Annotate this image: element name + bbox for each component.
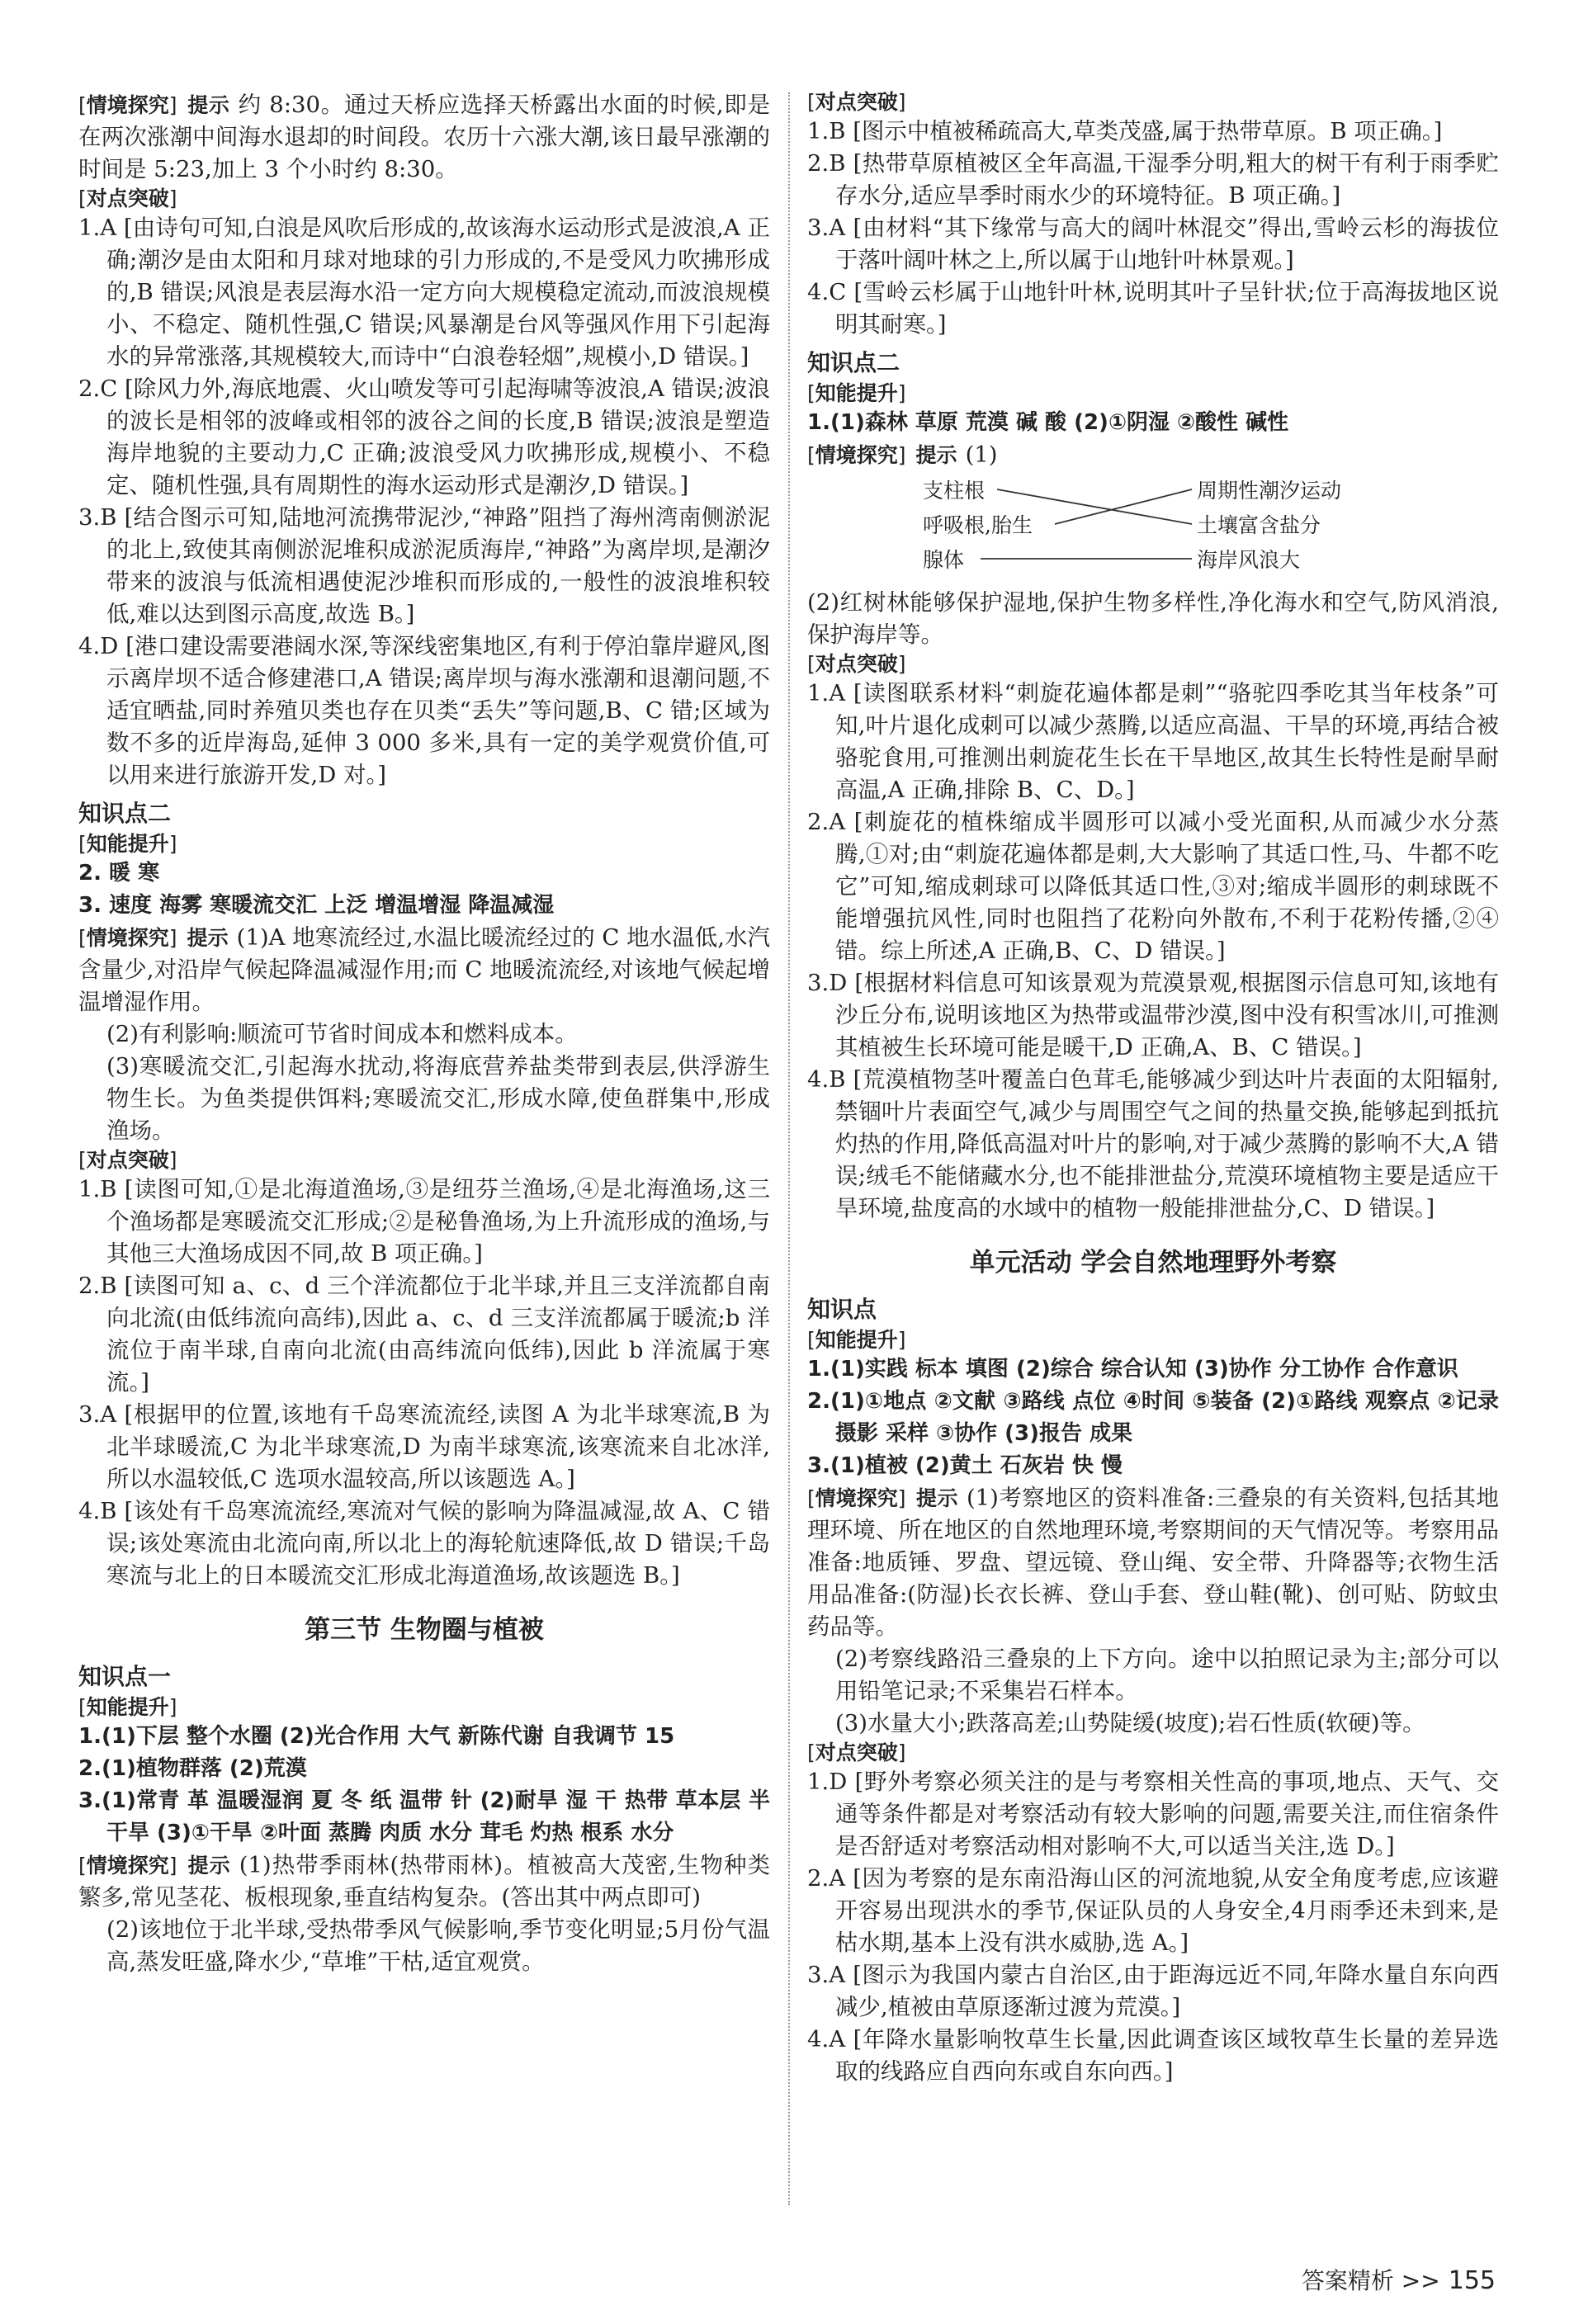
answer-item: 3.A [根据甲的位置,该地有千岛寒流流经,读图 A 为北半球寒流,B 为北半球暖流,C 为北半球寒流,D 为南半球寒流,该寒流来自北冰洋,所以水温较低,C 选项水温较高,所以该题选 A。] — [78, 1401, 770, 1492]
tag-ability: [ 知能提升 ] — [807, 1327, 906, 1353]
tag-practice: [ 对点突破 ] — [807, 89, 906, 116]
match-right-item: 周期性潮汐运动 — [1197, 479, 1342, 503]
match-right-item: 海岸风浪大 — [1197, 548, 1301, 572]
intro-text: 约 8:30。通过天桥应选择天桥露出水面的时候,即是在两次涨潮中间海水退却的时间段。农历十六涨大潮,该日最早涨潮的时间是 5:23,加上 3 个小时约 8:30。 — [78, 92, 770, 182]
explore-text: (2)有利影响:顺流可节省时间成本和燃料成本。 — [106, 1021, 578, 1047]
knowledge-point-heading: 知识点 — [807, 1296, 877, 1323]
explore-paragraph — [78, 1849, 770, 1914]
intro-paragraph — [78, 89, 770, 186]
match-line — [997, 489, 1192, 524]
explore-paragraph — [78, 922, 770, 1018]
explore-text: (1)热带季雨林(热带雨林)。植被高大茂密,生物种类繁多,常见茎花、板根现象,垂直结构复杂。(答出其中两点即可) — [78, 1852, 770, 1911]
tag-scenario-explore: [ 情境探究 ] — [78, 925, 177, 952]
footer-label: 答案精析 >> — [1301, 2267, 1440, 2294]
fill-answer-line: 1.(1)森林 草原 荒漠 碱 酸 (2)①阴湿 ②酸性 碱性 — [807, 410, 1289, 435]
answer-item: 3.A [图示为我国内蒙古自治区,由于距海远近不同,年降水量自东向西减少,植被由草原逐渐过渡为荒漠。] — [807, 1962, 1499, 2020]
answer-item: 2.C [除风力外,海底地震、火山喷发等可引起海啸等波浪,A 错误;波浪的波长是相邻的波峰或相邻的波谷之间的长度,B 错误;波浪是塑造海岸地貌的主要动力,C 正确;波浪受风力吹拂形成,规模小、不稳定、随机性强,具有周期性的海水运动形式是潮汐,D 错误。] — [78, 376, 770, 498]
match-left-item: 支柱根 — [923, 479, 986, 503]
answer-item: 1.B [读图可知,①是北海道渔场,③是纽芬兰渔场,④是北海渔场,这三个渔场都是寒暖流交汇形成;②是秘鲁渔场,为上升流形成的渔场,与其他三大渔场成因不同,故 B 项正确。] — [78, 1176, 770, 1267]
answer-item: 1.A [读图联系材料“刺旋花遍体都是刺”“骆驼四季吃其当年枝条”可知,叶片退化成刺可以减少蒸腾,以适应高温、干旱的环境,再结合被骆驼食用,可推测出刺旋花生长在干旱地区,故其生长特性是耐旱耐高温,A 正确,排除 B、C、D。] — [807, 680, 1499, 803]
answer-item: 1.D [野外考察必须关注的是与考察相关性高的事项,地点、天气、交通等条件都是对考察活动有较大影响的问题,需要关注,而住宿条件是否舒适对考察活动相对影响不大,可以适当关注,选 D。] — [807, 1769, 1499, 1859]
answer-item: 4.A [年降水量影响牧草生长量,因此调查该区域牧草生长量的差异选取的线路应自西向东或自东向西。] — [807, 2026, 1499, 2085]
explore-text: (1)A 地寒流经过,水温比暖流经过的 C 地水温低,水汽含量少,对沿岸气候起降温减湿作用;而 C 地暖流流经,对该地气候起增温增湿作用。 — [78, 924, 770, 1015]
hint-label: 提示 — [187, 93, 230, 117]
page-number: 155 — [1448, 2266, 1496, 2295]
answer-item: 3.A [由材料“其下缘常与高大的阔叶林混交”得出,雪岭云杉的海拔位于落叶阔叶林之上,所以属于山地针叶林景观。] — [807, 215, 1499, 273]
answer-item: 4.B [荒漠植物茎叶覆盖白色茸毛,能够减少到达叶片表面的太阳辐射,禁锢叶片表面空气,减少与周围空气之间的热量交换,能够起到抵抗灼热的作用,降低高温对叶片的影响,对于减少蒸腾的影响不大,A 错误;绒毛不能储藏水分,也不能排泄盐分,荒漠环境植物主要是适应干旱环境,盐度高的水域中的植物一般能排泄盐分,C、D 错误。] — [807, 1066, 1499, 1221]
explore-text: (2)红树林能够保护湿地,保护生物多样性,净化海水和空气,防风消浪,保护海岸等。 — [807, 589, 1499, 648]
knowledge-point-heading: 知识点二 — [78, 800, 172, 827]
column-divider — [788, 92, 790, 2205]
explore-text: (2)考察线路沿三叠泉的上下方向。途中以拍照记录为主;部分可以用铅笔记录;不采集岩石样本。 — [835, 1646, 1499, 1704]
answer-item: 1.B [图示中植被稀疏高大,草类茂盛,属于热带草原。B 项正确。] — [807, 118, 1443, 144]
match-left-item: 腺体 — [923, 548, 965, 572]
tag-practice: [ 对点突破 ] — [807, 1740, 906, 1766]
tag-scenario-explore: [ 情境探究 ] — [78, 92, 177, 119]
tag-practice: [ 对点突破 ] — [78, 1147, 177, 1174]
fill-answer-line: 2.(1)植物群落 (2)荒漠 — [78, 1756, 307, 1781]
tag-scenario-explore: [ 情境探究 ] — [807, 1486, 906, 1512]
tag-ability: [ 知能提升 ] — [807, 380, 906, 407]
right-column — [807, 89, 1499, 2088]
explore-paragraph — [807, 439, 1499, 471]
fill-answer-line: 3. 速度 海雾 寒暖流交汇 上泛 增温增湿 降温减湿 — [78, 893, 555, 918]
tag-ability: [ 知能提升 ] — [78, 1694, 177, 1721]
fill-answer-line: 1.(1)下层 整个水圈 (2)光合作用 大气 新陈代谢 自我调节 15 — [78, 1724, 675, 1749]
section-title: 第三节 生物圈与植被 — [305, 1615, 544, 1645]
answer-item: 4.D [港口建设需要港阔水深,等深线密集地区,有利于停泊靠岸避风,图示离岸坝不适合修建港口,A 错误;离岸坝与海水涨潮和退潮问题,不适宜晒盐,同时养殖贝类也存在贝类“丢失”等问题,B、C 错;区域为数不多的近岸海岛,延伸 3 000 多米,具有一定的美学观赏价值,可以用来进行旅游开发,D 对。] — [78, 633, 770, 788]
fill-answer-line: 3.(1)常青 革 温暖湿润 夏 冬 纸 温带 针 (2)耐旱 湿 干 热带 草本层 半干旱 (3)①干旱 ②叶面 蒸腾 肉质 水分 茸毛 灼热 根系 水分 — [78, 1788, 770, 1845]
tag-ability: [ 知能提升 ] — [78, 831, 177, 857]
tag-scenario-explore: [ 情境探究 ] — [78, 1853, 177, 1879]
fill-answer-line: 2.(1)①地点 ②文献 ③路线 点位 ④时间 ⑤装备 (2)①路线 观察点 ②记录 摄影 采样 ③协作 (3)报告 成果 — [807, 1389, 1499, 1446]
answer-item: 2.A [刺旋花的植株缩成半圆形可以减小受光面积,从而减少水分蒸腾,①对;由“刺旋花遍体都是刺,大大影响了其适口性,马、牛都不吃它”可知,缩成刺球可以降低其适口性,③对;缩成半圆形的刺球既不能增强抗风性,同时也阻挡了花粉向外散布,不利于花粉传播,②④错。综上所述,A 正确,B、C、D 错误。] — [807, 809, 1499, 964]
page-footer — [1302, 2263, 1496, 2296]
matching-diagram — [807, 475, 1499, 582]
fill-answer-line: 1.(1)实践 标本 填图 (2)综合 综合认知 (3)协作 分工协作 合作意识 — [807, 1357, 1458, 1382]
answer-item: 4.B [该处有千岛寒流流经,寒流对气候的影响为降温减湿,故 A、C 错误;该处寒流由北流向南,所以北上的海轮航速降低,故 D 错误;千岛寒流与北上的日本暖流交汇形成北海道渔场,故该题选 B。] — [78, 1498, 770, 1589]
explore-text: (2)该地位于北半球,受热带季风气候影响,季节变化明显;5月份气温高,蒸发旺盛,降水少,“草堆”干枯,适宜观赏。 — [106, 1916, 770, 1975]
answer-item: 4.C [雪岭云杉属于山地针叶林,说明其叶子呈针状;位于高海拔地区说明其耐寒。] — [807, 279, 1499, 338]
explore-paragraph — [807, 1482, 1499, 1643]
hint-label: 提示 — [915, 1486, 958, 1510]
matching-lines — [807, 475, 1499, 582]
knowledge-point-heading: 知识点一 — [78, 1663, 172, 1690]
tag-practice: [ 对点突破 ] — [807, 651, 906, 678]
answer-item: 2.B [读图可知 a、c、d 三个洋流都位于北半球,并且三支洋流都自南向北流(由低纬流向高纬),因此 a、c、d 三支洋流都属于暖流;b 洋流位于南半球,自南向北流(由高纬流向低纬),因此 b 洋流属于寒流。] — [78, 1273, 770, 1396]
match-line — [1055, 489, 1192, 524]
fill-answer-line: 3.(1)植被 (2)黄土 石灰岩 快 慢 — [807, 1453, 1123, 1478]
unit-activity-title: 单元活动 学会自然地理野外考察 — [969, 1248, 1337, 1278]
explore-number: (1) — [965, 442, 998, 468]
answer-item: 2.A [因为考察的是东南沿海山区的河流地貌,从安全角度考虑,应该避开容易出现洪水的季节,保证队员的人身安全,4月雨季还未到来,是枯水期,基本上没有洪水威胁,选 A。] — [807, 1865, 1499, 1956]
answer-item: 3.B [结合图示可知,陆地河流携带泥沙,“神路”阻挡了海州湾南侧淤泥的北上,致使其南侧淤泥堆积成淤泥质海岸,“神路”为离岸坝,是潮汐带来的波浪与低流相遇使泥沙堆积而形成的,一般性的波浪堆积较低,难以达到图示高度,故选 B。] — [78, 504, 770, 627]
answer-item: 1.A [由诗句可知,白浪是风吹后形成的,故该海水运动形式是波浪,A 正确;潮汐是由太阳和月球对地球的引力形成的,不是受风力吹拂形成的,B 错误;风浪是表层海水沿一定方向大规模稳定流动,而波浪规模小、不稳定、随机性强,C 错误;风暴潮是台风等强风作用下引起海水的异常涨落,其规模较大,而诗中“白浪卷轻烟”,规模小,D 错误。] — [78, 215, 771, 370]
tag-scenario-explore: [ 情境探究 ] — [807, 442, 906, 469]
left-column — [78, 89, 770, 1978]
hint-label: 提示 — [187, 926, 229, 950]
answer-item: 2.B [热带草原植被区全年高温,干湿季分明,粗大的树干有利于雨季贮存水分,适应旱季时雨水少的环境特征。B 项正确。] — [807, 150, 1499, 209]
explore-text: (3)水量大小;跌落高差;山势陡缓(坡度);岩石性质(软硬)等。 — [835, 1710, 1425, 1736]
match-left-item: 呼吸根,胎生 — [923, 513, 1033, 537]
hint-label: 提示 — [187, 1854, 231, 1878]
answer-item: 3.D [根据材料信息可知该景观为荒漠景观,根据图示信息可知,该地有沙丘分布,说明该地区为热带或温带沙漠,图中没有积雪冰川,可推测其植被生长环境可能是暖干,D 正确,A、B、C 错误。] — [807, 970, 1499, 1060]
explore-text: (1)考察地区的资料准备:三叠泉的有关资料,包括其地理环境、所在地区的自然地理环境,考察期间的天气情况等。考察用品准备:地质锤、罗盘、望远镜、登山绳、安全带、升降器等;衣物生活用品准备:(防湿)长衣长裤、登山手套、登山鞋(靴)、创可贴、防蚊虫药品等。 — [807, 1485, 1499, 1640]
explore-text: (3)寒暖流交汇,引起海水扰动,将海底营养盐类带到表层,供浮游生物生长。为鱼类提供饵料;寒暖流交汇,形成水障,使鱼群集中,形成渔场。 — [106, 1053, 770, 1144]
match-right-item: 土壤富含盐分 — [1197, 513, 1321, 537]
knowledge-point-heading: 知识点二 — [807, 349, 900, 376]
hint-label: 提示 — [915, 443, 957, 467]
tag-practice: [ 对点突破 ] — [78, 186, 177, 212]
fill-answer-line: 2. 暖 寒 — [78, 861, 160, 886]
